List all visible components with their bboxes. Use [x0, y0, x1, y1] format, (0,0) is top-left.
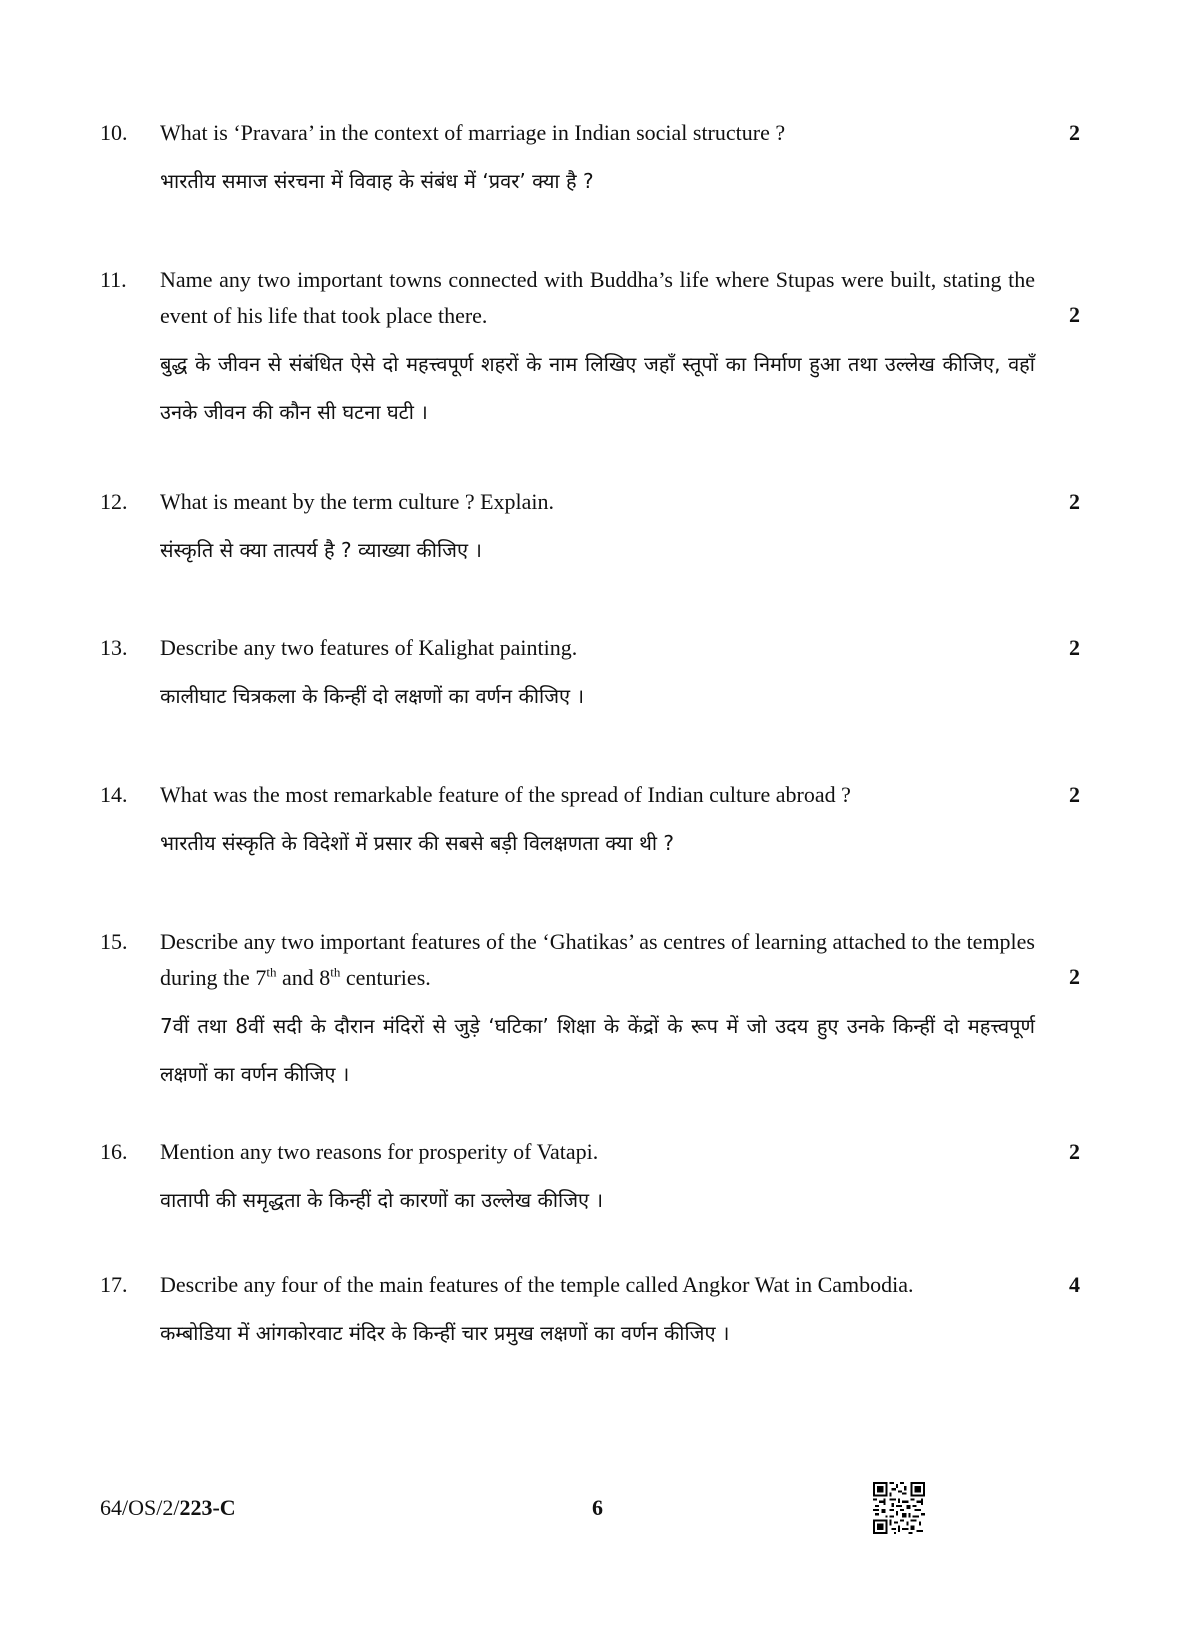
superscript: th	[266, 964, 277, 980]
question-text-english: Name any two important towns connected with Buddha’s life where Stupas were built, stating the event of his life that took place there.	[160, 267, 1035, 328]
question-text-hindi: संस्कृति से क्या तात्पर्य है ? व्याख्या कीजिए ।	[160, 538, 482, 562]
question-number: 14.	[100, 782, 128, 807]
question-text-hindi: बुद्ध के जीवन से संबंधित ऐसे दो महत्त्वपूर्ण शहरों के नाम लिखिए जहाँ स्तूपों का निर्माण हुआ तथा उल्लेख कीजिए, वहाँ उनके जीवन की कौन सी घटना घटी ।	[160, 352, 1035, 424]
question-text-english: Describe any four of the main features of the temple called Angkor Wat in Cambodia.	[160, 1272, 914, 1297]
paper-code-prefix: 64/OS/2/	[100, 1495, 180, 1520]
page-number: 6	[592, 1495, 603, 1520]
qr-code-icon	[873, 1482, 925, 1534]
question-number: 10.	[100, 120, 128, 145]
question-marks: 2	[1069, 964, 1080, 989]
question-text-part: Describe any two important features of the ‘Ghatikas’ as centres of learning attached to the temples during the 7	[160, 929, 1035, 990]
question-number: 16.	[100, 1139, 128, 1164]
question-text-part: and 8	[276, 965, 331, 990]
question-marks: 2	[1069, 782, 1080, 807]
question-text-hindi: 7वीं तथा 8वीं सदी के दौरान मंदिरों से जुड़े ‘घटिका’ शिक्षा के केंद्रों के रूप में जो उदय हुए उनके किन्हीं दो महत्त्वपूर्ण लक्षणों का वर्णन कीजिए ।	[160, 1014, 1035, 1086]
superscript: th	[330, 964, 341, 980]
question-text-hindi: कालीघाट चित्रकला के किन्हीं दो लक्षणों का वर्णन कीजिए ।	[160, 684, 585, 708]
paper-code-set: 223-C	[179, 1495, 236, 1520]
question-text-hindi: कम्बोडिया में आंगकोरवाट मंदिर के किन्हीं चार प्रमुख लक्षणों का वर्णन कीजिए ।	[160, 1321, 730, 1345]
question-number: 11.	[100, 267, 127, 292]
question-text-english: What is meant by the term culture ? Explain.	[160, 489, 555, 514]
question-text-hindi: भारतीय समाज संरचना में विवाह के संबंध में ‘प्रवर’ क्या है ?	[160, 169, 594, 193]
question-text-hindi: भारतीय संस्कृति के विदेशों में प्रसार की सबसे बड़ी विलक्षणता क्या थी ?	[160, 831, 675, 855]
question-text-english: What is ‘Pravara’ in the context of marriage in Indian social structure ?	[160, 120, 786, 145]
question-text-english: What was the most remarkable feature of the spread of Indian culture abroad ?	[160, 782, 851, 807]
page-footer	[100, 1495, 1080, 1555]
question-text-english	[160, 924, 1035, 996]
question-number: 15.	[100, 929, 128, 954]
question-marks: 4	[1069, 1272, 1080, 1297]
question-text-english: Mention any two reasons for prosperity of Vatapi.	[160, 1139, 599, 1164]
question-text-part: centuries.	[340, 965, 431, 990]
question-marks: 2	[1069, 489, 1080, 514]
paper-code	[100, 1495, 236, 1521]
question-number: 13.	[100, 635, 128, 660]
question-number: 17.	[100, 1272, 128, 1297]
question-marks: 2	[1069, 120, 1080, 145]
question-marks: 2	[1069, 635, 1080, 660]
question-text-hindi: वातापी की समृद्धता के किन्हीं दो कारणों का उल्लेख कीजिए ।	[160, 1188, 604, 1212]
question-number: 12.	[100, 489, 128, 514]
question-text-english: Describe any two features of Kalighat painting.	[160, 635, 578, 660]
question-marks: 2	[1069, 1139, 1080, 1164]
question-marks: 2	[1069, 302, 1080, 327]
